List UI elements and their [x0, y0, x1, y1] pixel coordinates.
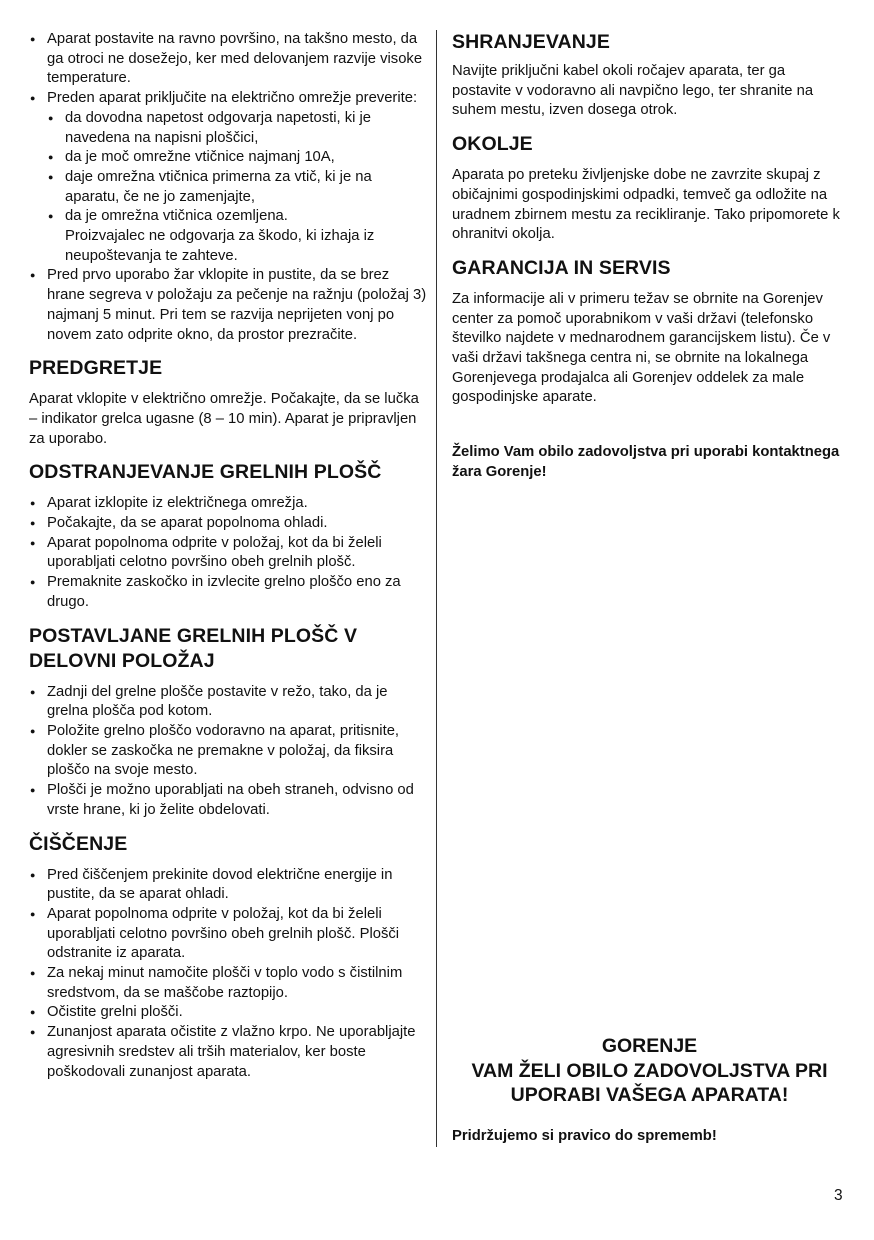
slogan-line: UPORABI VAŠEGA APARATA!	[510, 1084, 789, 1106]
list-item: ● Aparat popolnoma odprite v položaj, kot da bi želeli uporabljati celotno površino obeh grelnih plošč.	[29, 534, 429, 573]
list-item: ● da je moč omrežne vtičnice najmanj 10A,	[47, 148, 429, 168]
brand-slogan	[452, 1034, 847, 1108]
install-list	[29, 683, 429, 821]
list-item: ● Premaknite zaskočko in izvlecite grelno ploščo eno za drugo.	[29, 573, 429, 612]
removal-list	[29, 494, 429, 612]
section-title-cleaning: ČIŠČENJE	[29, 832, 128, 855]
check-list	[47, 109, 429, 267]
left-column	[29, 30, 429, 1082]
section-title-warranty: GARANCIJA IN SERVIS	[452, 256, 671, 279]
list-item: ● Plošči je možno uporabljati na obeh straneh, odvisno od vrste hrane, ki jo želite obdelovati.	[29, 781, 429, 820]
rights-notice: Pridržujemo si pravico do sprememb!	[452, 1128, 717, 1144]
list-item: ● Pred prvo uporabo žar vklopite in pustite, da se brez hrane segreva v položaju za pečenje na ražnju (položaj 3) najmanj 5 minut. Pri tem se razvija neprijeten vonj po novem zato odprite okno, da prostor prezračite.	[29, 266, 429, 345]
section-title-install: POSTAVLJANE GRELNIH PLOŠČ V DELOVNI POLOŽAJ	[29, 624, 358, 672]
list-item: ● Očistite grelni plošči.	[29, 1003, 429, 1023]
warranty-text: Za informacije ali v primeru težav se obrnite na Gorenjev center za pomoč uporabnikom v vaši državi (telefonsko številko najdete v mednarodnem garancijskem listu). Če v vaši državi takšnega centra ni, se obrnite na lokalnega Gorenjevega prodajalca ali Gorenjev oddelek za male gospodinjske aparate.	[452, 290, 831, 406]
environment-text: Aparata po preteku življenjske dobe ne zavrzite skupaj z običajnimi gospodinjskimi odpadki, temveč ga odložite na uradnem zbirnem mestu za recikliranje. Tako pripomorete k ohranitvi okolja.	[452, 167, 840, 243]
list-item: ● Aparat postavite na ravno površino, na takšno mesto, da ga otroci ne dosežejo, ker med delovanjem razvije visoke temperature.	[29, 30, 429, 89]
list-item: ● Položite grelno ploščo vodoravno na aparat, pritisnite, dokler se zaskočka ne premakne v položaj, da fiksira ploščo na svoje mesto.	[29, 722, 429, 781]
list-item: ● Zadnji del grelne plošče postavite v režo, tako, da je grelna plošča pod kotom.	[29, 683, 429, 722]
list-item: ● daje omrežna vtičnica primerna za vtič, ki je na aparatu, če ne jo zamenjajte,	[47, 168, 429, 207]
page-number: 3	[834, 1187, 843, 1204]
intro-list	[29, 30, 429, 345]
list-item: ● Pred čiščenjem prekinite dovod električne energije in pustite, da se aparat ohladi.	[29, 866, 429, 905]
section-title-environment: OKOLJE	[452, 133, 533, 156]
list-item: ● Za nekaj minut namočite plošči v toplo vodo s čistilnim sredstvom, da se maščobe raztopijo.	[29, 964, 429, 1003]
section-title-storage: SHRANJEVANJE	[452, 31, 610, 53]
column-divider	[436, 30, 437, 1147]
list-item: ● Preden aparat priključite na električno omrežje preverite: ● da dovodna napetost odgovarja napetosti, ki je navedena na napisni ploščici, ● da je moč omrežne vtičnice najmanj 10A, ● daje omrežna vtičnica primerna za vtič, ki je na aparatu, če ne jo zamenjajte, ● da je omrežna vtičnica ozemljena. Proizvajalec ne odgovarja za škodo, ki izhaja iz neupoštevanja te zahteve.	[29, 89, 429, 266]
list-item: ● Aparat izklopite iz električnega omrežja.	[29, 494, 429, 514]
right-column	[452, 30, 847, 483]
list-item: ● Zunanjost aparata očistite z vlažno krpo. Ne uporabljajte agresivnih sredstev ali trših materialov, ker boste poškodovali zunanjost aparata.	[29, 1023, 429, 1082]
cleaning-list	[29, 866, 429, 1083]
section-title-removal: ODSTRANJEVANJE GRELNIH PLOŠČ	[29, 461, 382, 484]
list-item: ● da je omrežna vtičnica ozemljena. Proizvajalec ne odgovarja za škodo, ki izhaja iz neupoštevanja te zahteve.	[47, 207, 429, 266]
slogan-line: GORENJE	[601, 1035, 698, 1057]
check-note: Proizvajalec ne odgovarja za škodo, ki izhaja iz neupoštevanja te zahteve.	[65, 228, 375, 264]
list-item: ● Počakajte, da se aparat popolnoma ohladi.	[29, 514, 429, 534]
slogan-line: VAM ŽELI OBILO ZADOVOLJSTVA PRI	[471, 1059, 828, 1082]
storage-text: Navijte priključni kabel okoli ročajev aparata, ter ga postavite v vodoravno ali navpično lego, ter shranite na suhem mestu, izven dosega otrok.	[452, 63, 814, 119]
list-item: ● Aparat popolnoma odprite v položaj, kot da bi želeli uporabljati celotno površino obeh grelnih plošč. Plošči odstranite iz aparata.	[29, 905, 429, 964]
preheat-text: Aparat vklopite v električno omrežje. Počakajte, da se lučka – indikator grelca ugasne (8 – 10 min). Aparat je pripravljen za uporabo.	[29, 391, 419, 447]
closing-message: Želimo Vam obilo zadovoljstva pri uporabi kontaktnega žara Gorenje!	[452, 444, 840, 480]
list-item: ● da dovodna napetost odgovarja napetosti, ki je navedena na napisni ploščici,	[47, 109, 429, 148]
section-title-preheat: PREDGRETJE	[29, 357, 163, 380]
